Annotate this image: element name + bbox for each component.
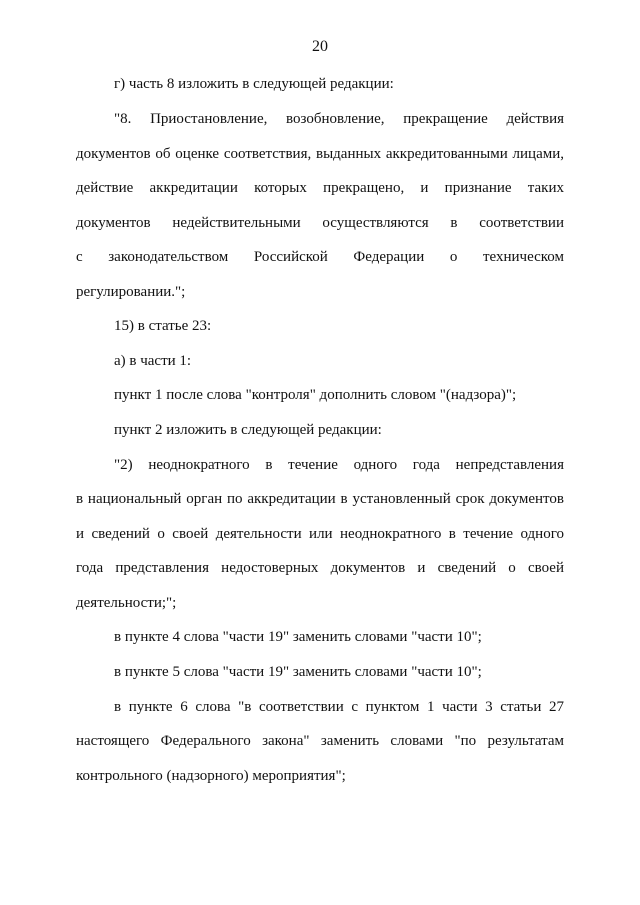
line-19-item-6-start: в пункте 6 слова "в соответствии с пунктом 1 части 3 статьи 27	[114, 699, 564, 715]
line-17-item-4-change: в пункте 4 слова "части 19" заменить словами "части 10";	[114, 629, 482, 645]
line-8-article-23: 15) в статье 23:	[114, 318, 212, 334]
line-9-part-1: а) в части 1:	[114, 353, 192, 369]
line-21-control-event: контрольного (надзорного) мероприятия";	[76, 768, 346, 784]
line-16-activity-end: деятельности;";	[76, 595, 177, 611]
line-6-legislation: с законодательством Российской Федерации о техническом	[76, 249, 564, 265]
line-11-item-2-header: пункт 2 изложить в следующей редакции:	[114, 422, 382, 438]
line-18-item-5-change: в пункте 5 слова "части 19" заменить словами "части 10";	[114, 664, 482, 680]
line-20-federal-law: настоящего Федерального закона" заменить словами "по результатам	[76, 733, 564, 749]
line-4-accreditation-terminated: действие аккредитации которых прекращено, и признание таких	[76, 180, 564, 196]
line-5-invalidity: документов недействительными осуществляются в соответствии	[76, 215, 564, 231]
line-2-suspension-start: "8. Приостановление, возобновление, прекращение действия	[114, 111, 564, 127]
page-number: 20	[312, 38, 328, 55]
line-15-unreliable-documents: года представления недостоверных документов и сведений о своей	[76, 560, 564, 576]
line-7-regulation-end: регулировании.";	[76, 284, 186, 300]
line-14-information: и сведений о своей деятельности или неоднократного в течение одного	[76, 526, 564, 542]
line-13-national-body: в национальный орган по аккредитации в установленный срок документов	[76, 491, 564, 507]
line-1-part-8-header: г) часть 8 изложить в следующей редакции:	[114, 76, 394, 92]
line-12-item-2-start: "2) неоднократного в течение одного года непредставления	[114, 457, 564, 473]
line-10-item-1-change: пункт 1 после слова "контроля" дополнить словом "(надзора)";	[114, 387, 517, 403]
line-3-conformity-documents: документов об оценке соответствия, выданных аккредитованными лицами,	[76, 146, 564, 162]
